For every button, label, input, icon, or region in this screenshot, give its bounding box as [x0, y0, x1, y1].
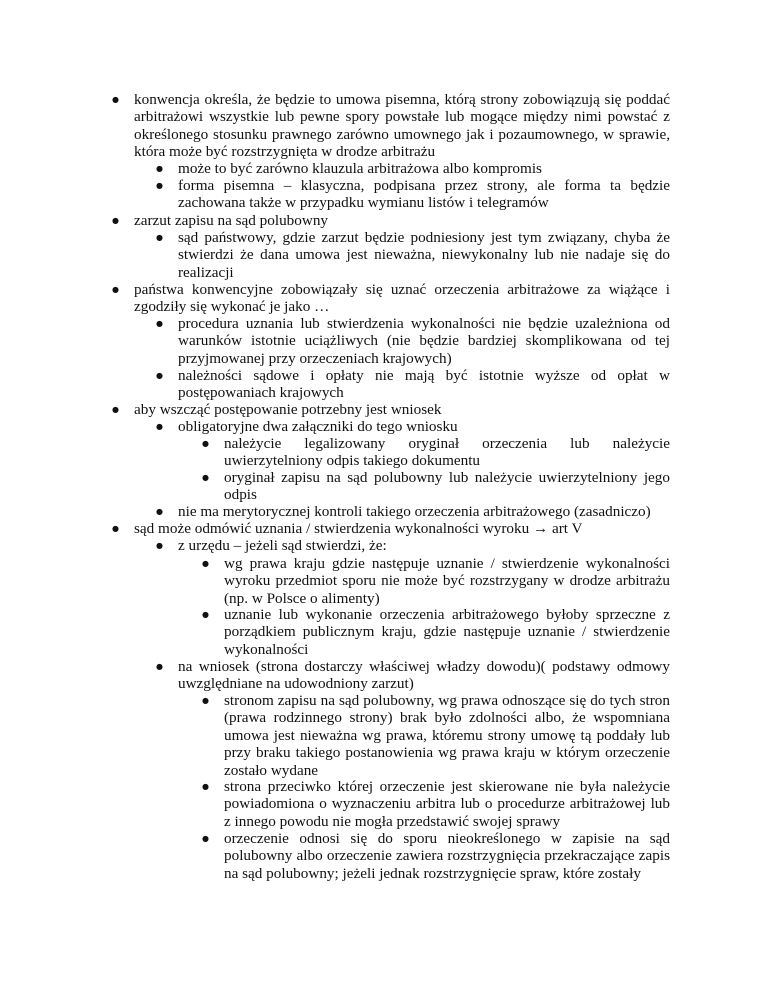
bullet-item: ● forma pisemna – klasyczna, podpisana przez strony, ale forma ta będzie zachowana także w przypadku wymianu listów i telegramów [178, 177, 670, 212]
bullet-item: ● strona przeciwko której orzeczenie jest skierowane nie była należycie powiadomiona o wyznaczeniu arbitra lub o procedurze arbitrażowej lub z innego powodu nie mogła przedstawić swojej sprawy [224, 778, 670, 830]
bullet-item: ● stronom zapisu na sąd polubowny, wg prawa odnoszące się do tych stron (prawa rodzinnego strony) brak było zdolności albo, że wspomniana umowa jest nieważna wg prawa, któremu strony umowę tą poddały lub przy braku takiego postanowienia wg prawa kraju w którym orzeczenie zostało wydane [224, 692, 670, 779]
bullet-item: ● może to być zarówno klauzula arbitrażowa albo kompromis [178, 160, 670, 177]
bullet-item: ● procedura uznania lub stwierdzenia wykonalności nie będzie uzależniona od warunków istotnie uciążliwych (nie będzie bardziej skomplikowana od tej przyjmowanej przy orzeczeniach krajowych) [178, 315, 670, 367]
bullet-item: ● aby wszcząć postępowanie potrzebny jest wniosek [134, 401, 670, 418]
bullet-item: ● należności sądowe i opłaty nie mają być istotnie wyższe od opłat w postępowaniach krajowych [178, 367, 670, 402]
bullet-item: ● z urzędu – jeżeli sąd stwierdzi, że: [178, 537, 670, 554]
bullet-item: ● uznanie lub wykonanie orzeczenia arbitrażowego byłoby sprzeczne z porządkiem publicznym kraju, gdzie następuje uznanie / stwierdzenie wykonalności [224, 606, 670, 658]
bullet-item: ● sąd może odmówić uznania / stwierdzenia wykonalności wyroku → art V [134, 520, 670, 537]
bullet-item: ● wg prawa kraju gdzie następuje uznanie / stwierdzenie wykonalności wyroku przedmiot sporu nie może być rozstrzygany w drodze arbitrażu (np. w Polsce o alimenty) [224, 555, 670, 607]
bullet-item: ● sąd państwowy, gdzie zarzut będzie podniesiony jest tym związany, chyba że stwierdzi że dana umowa jest nieważna, niewykonalny lub nie nadaje się do realizacji [178, 229, 670, 281]
bullet-item: ● obligatoryjne dwa załączniki do tego wniosku [178, 418, 670, 435]
bullet-item: ● państwa konwencyjne zobowiązały się uznać orzeczenia arbitrażowe za wiążące i zgodziły się wykonać je jako … [134, 281, 670, 316]
bullet-item: ● nie ma merytorycznej kontroli takiego orzeczenia arbitrażowego (zasadniczo) [178, 503, 670, 520]
bullet-item: ● zarzut zapisu na sąd polubowny [134, 212, 670, 229]
bullet-item: ● należycie legalizowany oryginał orzeczenia lub należycie uwierzytelniony odpis takiego dokumentu [224, 435, 670, 470]
bullet-item: ● na wniosek (strona dostarczy właściwej władzy dowodu)( podstawy odmowy uwzględniane na udowodniony zarzut) [178, 658, 670, 693]
bullet-item: ● oryginał zapisu na sąd polubowny lub należycie uwierzytelniony jego odpis [224, 469, 670, 504]
bullet-item: ● konwencja określa, że będzie to umowa pisemna, którą strony zobowiązują się poddać arbitrażowi wszystkie lub pewne spory powstałe lub mogące między nimi powstać z określonego stosunku prawnego zarówno umownego jak i pozaumownego, w sprawie, która może być rozstrzygnięta w drodze arbitrażu [134, 91, 670, 161]
bullet-item: ● orzeczenie odnosi się do sporu nieokreślonego w zapisie na sąd polubowny albo orzeczenie zawiera rozstrzygnięcia przekraczające zapis na sąd polubowny; jeżeli jednak rozstrzygnięcie spraw, które zostały [224, 830, 670, 882]
